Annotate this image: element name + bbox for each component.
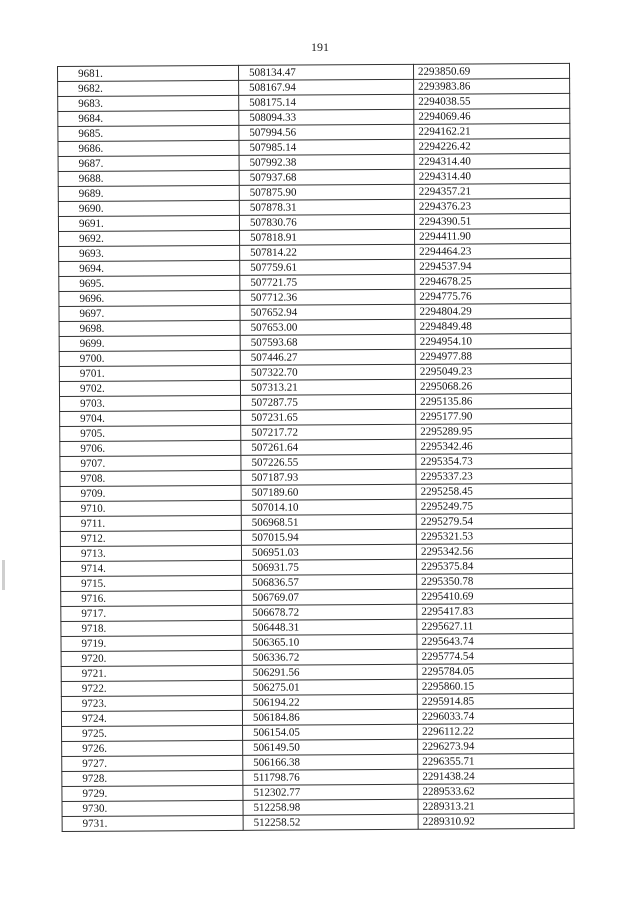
x-coordinate-cell: 507226.55 [241,454,416,470]
x-coordinate-cell: 507261.64 [241,439,416,455]
y-coordinate-cell: 2294678.25 [415,273,571,289]
x-coordinate-cell: 506951.03 [241,544,416,560]
point-number-cell: 9715. [61,575,242,591]
x-coordinate-cell: 507878.31 [239,199,414,215]
y-coordinate-cell: 2293983.86 [414,78,570,94]
x-coordinate-cell: 507814.22 [240,244,415,260]
x-coordinate-cell: 507322.70 [240,364,415,380]
y-coordinate-cell: 2296273.94 [418,738,574,754]
x-coordinate-cell: 511798.76 [243,769,418,785]
x-coordinate-cell: 507652.94 [240,304,415,320]
x-coordinate-cell: 507818.91 [240,229,415,245]
y-coordinate-cell: 2295337.23 [416,468,572,484]
point-number-cell: 9703. [60,395,241,411]
x-coordinate-cell: 506194.22 [242,694,417,710]
x-coordinate-cell: 506336.72 [242,649,417,665]
point-number-cell: 9700. [59,350,240,366]
point-number-cell: 9690. [58,200,239,216]
x-coordinate-cell: 507985.14 [239,139,414,155]
x-coordinate-cell: 507231.65 [241,409,416,425]
x-coordinate-cell: 506678.72 [242,604,417,620]
x-coordinate-cell: 507992.38 [239,154,414,170]
point-number-cell: 9725. [62,725,243,741]
point-number-cell: 9707. [60,455,241,471]
y-coordinate-cell: 2294954.10 [415,333,571,349]
point-number-cell: 9716. [61,590,242,606]
x-coordinate-cell: 506968.51 [241,514,416,530]
y-coordinate-cell: 2295177.90 [416,408,572,424]
x-coordinate-cell: 506769.07 [242,589,417,605]
y-coordinate-cell: 2295410.69 [417,588,573,604]
x-coordinate-cell: 507217.72 [241,424,416,440]
y-coordinate-cell: 2296033.74 [417,708,573,724]
point-number-cell: 9683. [58,95,239,111]
y-coordinate-cell: 2295258.45 [416,483,572,499]
x-coordinate-cell: 508094.33 [239,109,414,125]
y-coordinate-cell: 2295279.54 [416,513,572,529]
y-coordinate-cell: 2294411.90 [415,228,571,244]
point-number-cell: 9705. [60,425,241,441]
x-coordinate-cell: 508175.14 [239,94,414,110]
point-number-cell: 9713. [60,545,241,561]
y-coordinate-cell: 2295774.54 [417,648,573,664]
point-number-cell: 9706. [60,440,241,456]
y-coordinate-cell: 2289533.62 [418,783,574,799]
point-number-cell: 9721. [61,665,242,681]
x-coordinate-cell: 508134.47 [238,64,413,80]
x-coordinate-cell: 507759.61 [240,259,415,275]
y-coordinate-cell: 2294162.21 [414,123,570,139]
y-coordinate-cell: 2294849.48 [415,318,571,334]
point-number-cell: 9694. [59,260,240,276]
y-coordinate-cell: 2294376.23 [414,198,570,214]
y-coordinate-cell: 2295375.84 [417,558,573,574]
y-coordinate-cell: 2295342.56 [416,543,572,559]
y-coordinate-cell: 2289310.92 [418,813,574,829]
point-number-cell: 9695. [59,275,240,291]
point-number-cell: 9726. [62,740,243,756]
point-number-cell: 9701. [59,365,240,381]
y-coordinate-cell: 2295321.53 [416,528,572,544]
point-number-cell: 9687. [58,155,239,171]
coordinates-table-body [58,63,575,831]
y-coordinate-cell: 2295643.74 [417,633,573,649]
point-number-cell: 9697. [59,305,240,321]
x-coordinate-cell: 507994.56 [239,124,414,140]
x-coordinate-cell: 512302.77 [243,784,418,800]
y-coordinate-cell: 2293850.69 [413,63,569,79]
point-number-cell: 9712. [60,530,241,546]
y-coordinate-cell: 2294390.51 [414,213,570,229]
point-number-cell: 9714. [61,560,242,576]
table-row [62,813,574,831]
y-coordinate-cell: 2296112.22 [418,723,574,739]
x-coordinate-cell: 508167.94 [239,79,414,95]
y-coordinate-cell: 2295135.86 [416,393,572,409]
point-number-cell: 9723. [61,695,242,711]
x-coordinate-cell: 507189.60 [241,484,416,500]
point-number-cell: 9717. [61,605,242,621]
point-number-cell: 9704. [60,410,241,426]
x-coordinate-cell: 507875.90 [239,184,414,200]
y-coordinate-cell: 2294226.42 [414,138,570,154]
y-coordinate-cell: 2294464.23 [415,243,571,259]
y-coordinate-cell: 2289313.21 [418,798,574,814]
coordinates-table [57,63,575,832]
point-number-cell: 9719. [61,635,242,651]
x-coordinate-cell: 507712.36 [240,289,415,305]
y-coordinate-cell: 2294977.88 [415,348,571,364]
y-coordinate-cell: 2296355.71 [418,753,574,769]
x-coordinate-cell: 506275.01 [242,679,417,695]
x-coordinate-cell: 506448.31 [242,619,417,635]
point-number-cell: 9689. [58,185,239,201]
x-coordinate-cell: 512258.52 [243,814,418,830]
scan-edge-mark [2,560,5,590]
x-coordinate-cell: 507187.93 [241,469,416,485]
y-coordinate-cell: 2294537.94 [415,258,571,274]
point-number-cell: 9724. [61,710,242,726]
point-number-cell: 9698. [59,320,240,336]
point-number-cell: 9711. [60,515,241,531]
y-coordinate-cell: 2294069.46 [414,108,570,124]
y-coordinate-cell: 2295249.75 [416,498,572,514]
y-coordinate-cell: 2294357.21 [414,183,570,199]
point-number-cell: 9730. [62,800,243,816]
point-number-cell: 9691. [58,215,239,231]
y-coordinate-cell: 2294314.40 [414,153,570,169]
x-coordinate-cell: 507653.00 [240,319,415,335]
x-coordinate-cell: 507937.68 [239,169,414,185]
y-coordinate-cell: 2295354.73 [416,453,572,469]
page-number: 191 [311,40,329,54]
point-number-cell: 9702. [59,380,240,396]
y-coordinate-cell: 2294775.76 [415,288,571,304]
x-coordinate-cell: 507015.94 [241,529,416,545]
point-number-cell: 9720. [61,650,242,666]
point-number-cell: 9731. [62,815,243,831]
point-number-cell: 9685. [58,125,239,141]
point-number-cell: 9709. [60,485,241,501]
point-number-cell: 9727. [62,755,243,771]
point-number-cell: 9682. [58,80,239,96]
x-coordinate-cell: 506836.57 [242,574,417,590]
point-number-cell: 9692. [59,230,240,246]
y-coordinate-cell: 2295627.11 [417,618,573,634]
point-number-cell: 9684. [58,110,239,126]
point-number-cell: 9681. [58,65,239,81]
y-coordinate-cell: 2294038.55 [414,93,570,109]
x-coordinate-cell: 507313.21 [240,379,415,395]
y-coordinate-cell: 2294804.29 [415,303,571,319]
y-coordinate-cell: 2295350.78 [417,573,573,589]
point-number-cell: 9696. [59,290,240,306]
y-coordinate-cell: 2295784.05 [417,663,573,679]
y-coordinate-cell: 2295289.95 [416,423,572,439]
x-coordinate-cell: 506184.86 [242,709,417,725]
x-coordinate-cell: 507446.27 [240,349,415,365]
x-coordinate-cell: 506149.50 [243,739,418,755]
point-number-cell: 9688. [58,170,239,186]
y-coordinate-cell: 2295860.15 [417,678,573,694]
x-coordinate-cell: 507593.68 [240,334,415,350]
y-coordinate-cell: 2295068.26 [415,378,571,394]
point-number-cell: 9728. [62,770,243,786]
x-coordinate-cell: 512258.98 [243,799,418,815]
y-coordinate-cell: 2291438.24 [418,768,574,784]
point-number-cell: 9699. [59,335,240,351]
point-number-cell: 9686. [58,140,239,156]
y-coordinate-cell: 2295342.46 [416,438,572,454]
x-coordinate-cell: 506291.56 [242,664,417,680]
point-number-cell: 9722. [61,680,242,696]
point-number-cell: 9718. [61,620,242,636]
point-number-cell: 9729. [62,785,243,801]
x-coordinate-cell: 506154.05 [243,724,418,740]
y-coordinate-cell: 2295417.83 [417,603,573,619]
point-number-cell: 9693. [59,245,240,261]
point-number-cell: 9708. [60,470,241,486]
y-coordinate-cell: 2294314.40 [414,168,570,184]
x-coordinate-cell: 507287.75 [241,394,416,410]
point-number-cell: 9710. [60,500,241,516]
x-coordinate-cell: 506931.75 [242,559,417,575]
y-coordinate-cell: 2295914.85 [417,693,573,709]
y-coordinate-cell: 2295049.23 [415,363,571,379]
x-coordinate-cell: 507014.10 [241,499,416,515]
x-coordinate-cell: 506166.38 [243,754,418,770]
x-coordinate-cell: 507721.75 [240,274,415,290]
x-coordinate-cell: 506365.10 [242,634,417,650]
x-coordinate-cell: 507830.76 [239,214,414,230]
